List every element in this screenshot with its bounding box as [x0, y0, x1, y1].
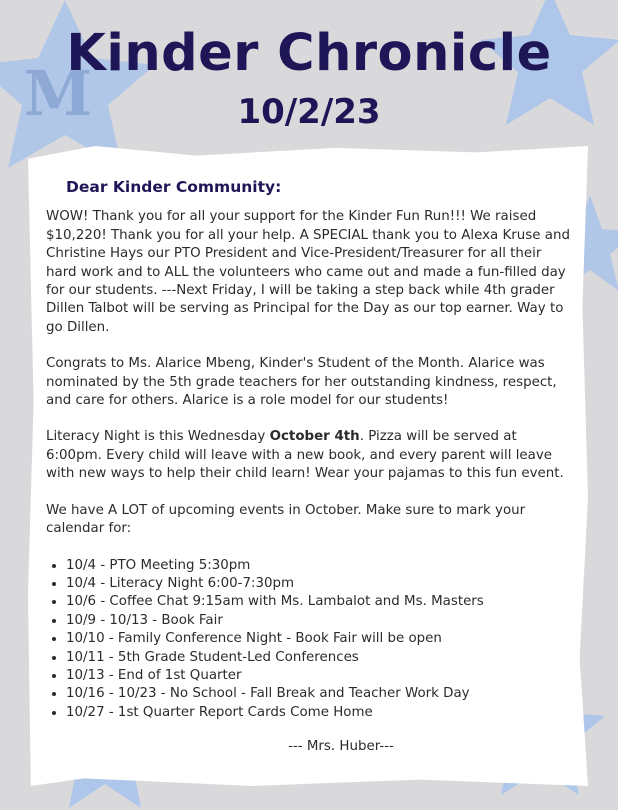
event-item: • 10/11 - 5th Grade Student-Led Conferences — [66, 649, 576, 667]
highlight-date: October 4th — [269, 429, 360, 445]
event-item: • 10/4 - Literacy Night 6:00-7:30pm — [66, 575, 576, 593]
star-mark: M — [23, 57, 93, 130]
event-item: • 10/4 - PTO Meeting 5:30pm — [66, 557, 576, 575]
paragraph-student-of-month: Congrats to Ms. Alarice Mbeng, Kinder's Student of the Month. Alarice was nominated by the 5th grade teachers for her outstanding kindness, respect, and care for others. Alarice is a role model for our students! — [46, 356, 557, 409]
event-item: • 10/27 - 1st Quarter Report Cards Come Home — [66, 704, 576, 722]
newsletter-date: 10/2/23 — [237, 92, 381, 132]
paragraph-upcoming-events: We have A LOT of upcoming events in October. Make sure to mark your calendar for: — [46, 502, 526, 537]
event-item: • 10/16 - 10/23 - No School - Fall Break and Teacher Work Day — [66, 685, 576, 703]
event-item: • 10/6 - Coffee Chat 9:15am with Ms. Lambalot and Ms. Masters — [66, 593, 576, 611]
event-item: • 10/9 - 10/13 - Book Fair — [66, 612, 576, 630]
paragraph-literacy-night — [46, 428, 576, 483]
greeting: Dear Kinder Community: — [66, 178, 282, 196]
paragraph-text: Literacy Night is this Wednesday — [46, 429, 270, 445]
event-item: • 10/13 - End of 1st Quarter — [66, 667, 576, 685]
event-item: • 10/10 - Family Conference Night - Book Fair will be open — [66, 630, 576, 648]
paragraph-fun-run: WOW! Thank you for all your support for the Kinder Fun Run!!! We raised $10,220! Thank you for all your help. A SPECIAL thank you to Alexa Kruse and Christine Hays our PTO President and Vice-President/Treasurer for all their hard work and to ALL the volunteers who came out and made a fun-filled day for our students. ---Next Friday, I will be taking a step back while 4th grader Dillen Talbot will be serving as Principal for the Day as our top earner. Way to go Dillen. — [46, 209, 570, 335]
newsletter-title: Kinder Chronicle — [66, 24, 552, 83]
paragraph-text: . Pizza will be served at 6:00pm. Every child will leave with a new book, and every parent will leave with new ways to help their child learn! Wear your pajamas to this fun event. — [46, 429, 564, 482]
signature: --- Mrs. Huber--- — [288, 739, 394, 755]
events-list — [46, 557, 576, 723]
letter-content — [46, 178, 576, 757]
